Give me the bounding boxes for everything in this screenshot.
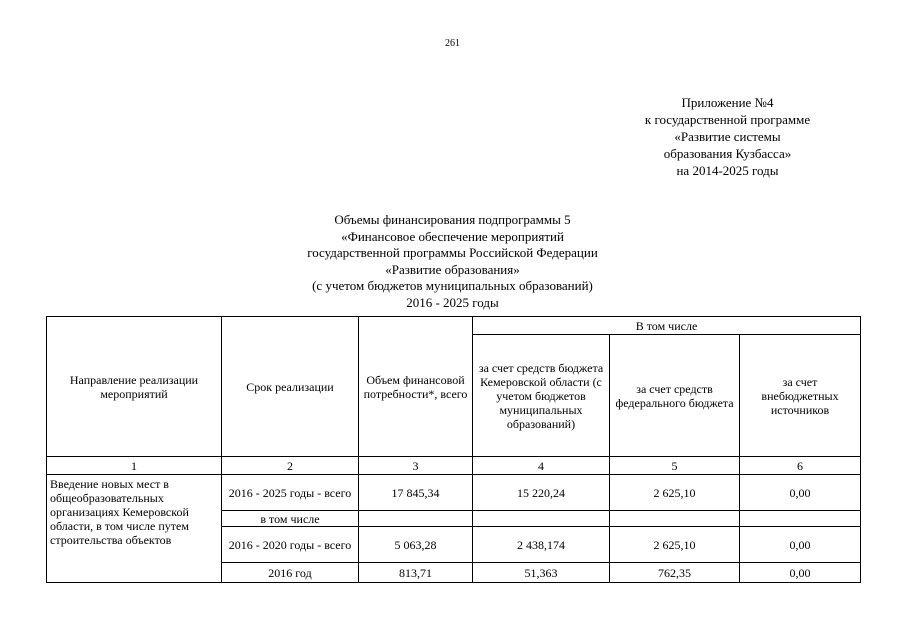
appendix-line: к государственной программе <box>644 112 811 127</box>
appendix-note <box>600 94 855 179</box>
federal-cell: 2 625,10 <box>610 527 740 563</box>
header-period: Срок реализации <box>222 317 359 457</box>
total-cell: 5 063,28 <box>359 527 473 563</box>
offbudget-cell: 0,00 <box>740 527 861 563</box>
appendix-line: образования Кузбасса» <box>663 146 792 161</box>
appendix-line: Приложение №4 <box>681 95 774 110</box>
document-title <box>180 212 725 311</box>
regional-cell: 51,363 <box>473 563 610 583</box>
title-line: «Развитие образования» <box>385 261 520 277</box>
direction-cell: Введение новых мест в общеобразовательных организациях Кемеровской области, в том числе путем строительства объектов <box>47 475 222 583</box>
column-number: 2 <box>222 457 359 475</box>
column-number: 3 <box>359 457 473 475</box>
page-number: 261 <box>445 38 460 49</box>
total-cell: 813,71 <box>359 563 473 583</box>
title-line: «Финансовое обеспечение мероприятий <box>341 228 564 244</box>
header-federal: за счет средств федерального бюджета <box>610 335 740 457</box>
regional-cell <box>473 511 610 527</box>
header-including: В том числе <box>473 317 861 335</box>
appendix-line: «Развитие системы <box>674 129 781 144</box>
offbudget-cell <box>740 511 861 527</box>
title-line: Объемы финансирования подпрограммы 5 <box>334 212 571 227</box>
column-number: 6 <box>740 457 861 475</box>
offbudget-cell: 0,00 <box>740 563 861 583</box>
regional-cell: 2 438,174 <box>473 527 610 563</box>
column-number: 5 <box>610 457 740 475</box>
header-regional: за счет средств бюджета Кемеровской области (с учетом бюджетов муниципальных образований) <box>473 335 610 457</box>
title-line: (с учетом бюджетов муниципальных образований) <box>312 278 593 293</box>
total-cell <box>359 511 473 527</box>
federal-cell: 762,35 <box>610 563 740 583</box>
regional-cell: 15 220,24 <box>473 475 610 511</box>
total-cell: 17 845,34 <box>359 475 473 511</box>
header-offbudget: за счет внебюджетных источников <box>740 335 861 457</box>
column-number: 1 <box>47 457 222 475</box>
title-line: 2016 - 2025 годы <box>406 294 499 310</box>
federal-cell <box>610 511 740 527</box>
financing-table <box>46 316 861 583</box>
federal-cell: 2 625,10 <box>610 475 740 511</box>
offbudget-cell: 0,00 <box>740 475 861 511</box>
period-cell: 2016 - 2020 годы - всего <box>222 527 359 563</box>
appendix-line: на 2014-2025 годы <box>676 163 779 178</box>
header-total: Объем финансовой потребности*, всего <box>359 317 473 457</box>
column-number: 4 <box>473 457 610 475</box>
title-line: государственной программы Российской Федерации <box>307 245 598 260</box>
period-cell: 2016 год <box>222 563 359 583</box>
period-cell: 2016 - 2025 годы - всего <box>222 475 359 511</box>
table-row <box>47 475 861 511</box>
header-direction: Направление реализации мероприятий <box>47 317 222 457</box>
period-cell: в том числе <box>222 511 359 527</box>
